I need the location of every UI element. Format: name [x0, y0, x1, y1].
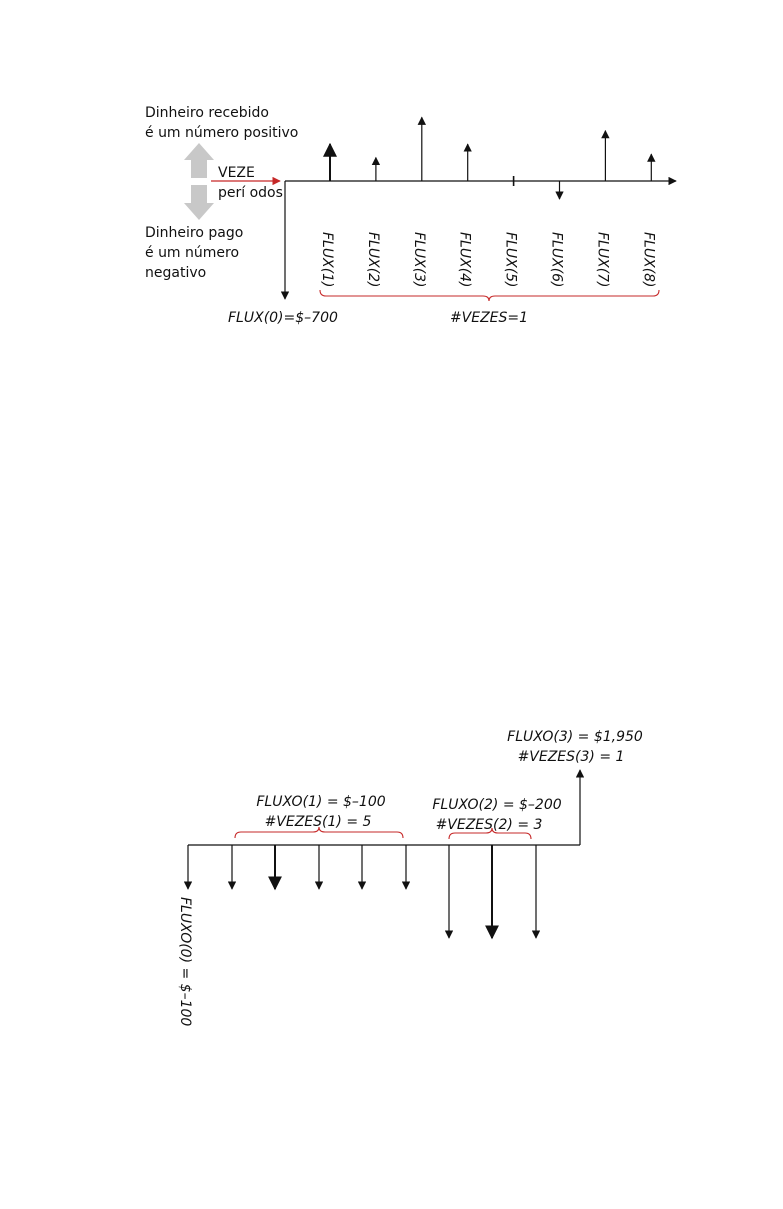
- group2-arrows: [449, 845, 536, 938]
- group1-arrows: [232, 845, 406, 889]
- flows-group: [319, 117, 656, 287]
- group3-value-label: FLUXO(3) = $1,950: [507, 729, 643, 745]
- diagram-1: [145, 105, 676, 326]
- paid-text-line3: negativo: [145, 265, 207, 281]
- flux-label-6: FLUX(6): [548, 232, 565, 288]
- flux0-label: FLUX(0)=$–700: [228, 310, 338, 326]
- group-label: #VEZES=1: [449, 310, 529, 326]
- flux-label-4: FLUX(4): [456, 232, 473, 288]
- received-text-line2: é um número positivo: [145, 125, 299, 141]
- flux-label-1: FLUX(1): [319, 232, 335, 288]
- periods-text-line2: perí odos: [218, 185, 283, 201]
- group2-value-label: FLUXO(2) = $–200: [432, 797, 562, 813]
- received-text-line1: Dinheiro recebido: [145, 105, 269, 121]
- positive-up-arrow-icon: [184, 143, 214, 178]
- flux-label-5: FLUX(5): [502, 232, 519, 288]
- flux-label-8: FLUX(8): [640, 232, 657, 288]
- flux-label-7: FLUX(7): [594, 232, 611, 288]
- flux-label-2: FLUX(2): [364, 232, 381, 288]
- group3-count-label: #VEZES(3) = 1: [517, 749, 625, 765]
- paid-text-line1: Dinheiro pago: [145, 225, 244, 241]
- group1-count-label: #VEZES(1) = 5: [264, 814, 372, 830]
- negative-down-arrow-icon: [184, 185, 214, 220]
- diagram-2: [177, 729, 643, 1026]
- group-brace-1: [320, 290, 659, 301]
- flux-label-3: FLUX(3): [410, 232, 427, 288]
- fluxo0-label: FLUXO(0) = $–100: [177, 897, 193, 1027]
- group2-count-label: #VEZES(2) = 3: [435, 817, 543, 833]
- periods-text-line1: VEZE: [218, 165, 255, 181]
- paid-text-line2: é um número: [145, 245, 240, 261]
- group1-value-label: FLUXO(1) = $–100: [256, 794, 386, 810]
